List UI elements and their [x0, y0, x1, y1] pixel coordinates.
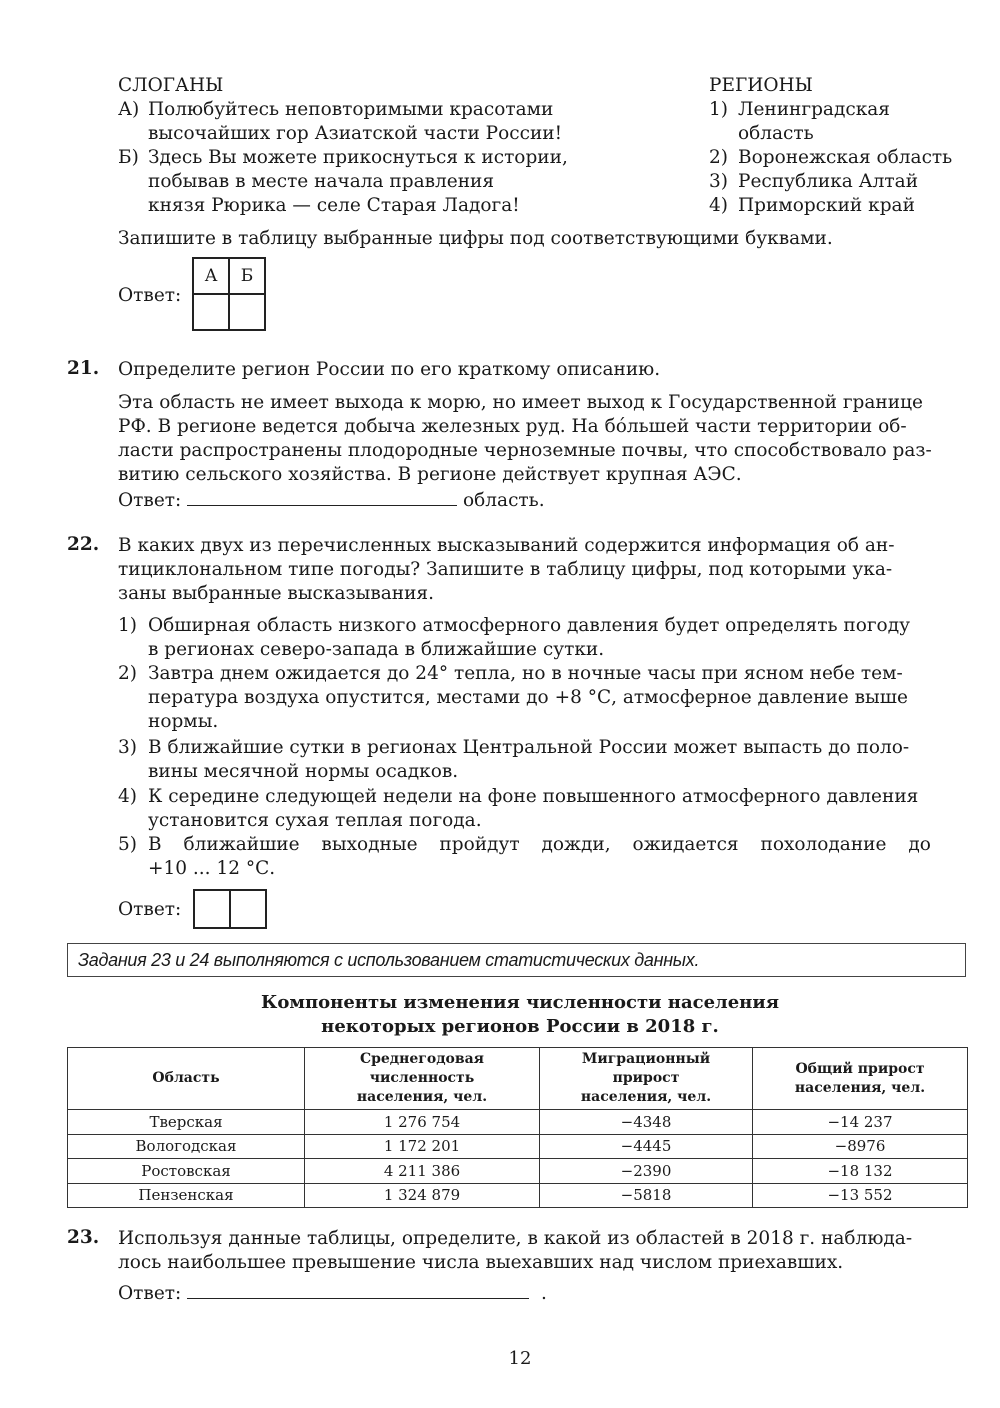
slogan-a-line-2: высочайших гор Азиатской части России!: [148, 123, 563, 144]
cell-migration: −4348: [540, 1110, 753, 1135]
regions-header: РЕГИОНЫ: [709, 75, 813, 96]
option-1-num: 1): [118, 615, 137, 636]
col-header-total-line-2: населения, чел.: [794, 1079, 926, 1096]
col-header-population-line-1: Среднегодовая: [359, 1051, 485, 1067]
task22-answer-label: Ответ:: [118, 899, 182, 920]
option-2-line-3: нормы.: [148, 711, 219, 732]
task21-answer-label: Ответ:: [118, 490, 182, 511]
slogans-header: СЛОГАНЫ: [118, 75, 224, 96]
cell-total-growth: −18 132: [753, 1159, 968, 1184]
answer-cell-a[interactable]: [193, 294, 229, 330]
task23-answer-row: [118, 1280, 547, 1306]
task21-desc-line-2: РФ. В регионе ведется добыча железных руд. На бóльшей части территории об-: [118, 416, 907, 437]
task20-answer-grid: [192, 257, 266, 331]
cell-total-growth: −13 552: [753, 1183, 968, 1208]
region-3-label: Республика Алтай: [738, 171, 919, 192]
task22-question-line-1: В каких двух из перечисленных высказываний содержится информация об ан-: [118, 535, 895, 556]
task23-question-line-2: лось наибольшее превышение числа выехавших над числом приехавших.: [118, 1252, 844, 1273]
col-header-population-line-2: численность: [369, 1070, 475, 1086]
task23-number: 23.: [67, 1227, 100, 1248]
task23-answer-blank[interactable]: [187, 1280, 529, 1299]
task21-question: Определите регион России по его краткому описанию.: [118, 359, 661, 380]
col-header-population-line-3: населения, чел.: [356, 1089, 488, 1105]
table-row: [68, 1183, 968, 1208]
col-header-population: [305, 1048, 540, 1110]
answer-cell-b[interactable]: [229, 294, 265, 330]
cell-total-growth: −14 237: [753, 1110, 968, 1135]
col-header-region: [68, 1048, 305, 1110]
task23-answer-label: Ответ:: [118, 1283, 182, 1304]
region-2-num: 2): [709, 147, 728, 168]
slogan-b-line-3: князя Рюрика — селе Старая Ладога!: [148, 195, 520, 216]
option-4-line-2: установится сухая теплая погода.: [148, 810, 482, 831]
statistics-notice: Задания 23 и 24 выполняются с использованием статистических данных.: [67, 943, 966, 977]
region-1-line-1: Ленинградская: [738, 99, 890, 120]
col-header-region-text: Область: [152, 1070, 220, 1086]
slogan-b-line-2: побывав в месте начала правления: [148, 171, 495, 192]
col-header-migration-line-3: населения, чел.: [580, 1089, 712, 1105]
cell-migration: −4445: [540, 1134, 753, 1159]
task22-question-line-2: тициклональном типе погоды? Запишите в таблицу цифры, под которыми ука-: [118, 559, 893, 580]
col-header-migration: [540, 1048, 753, 1110]
option-2-num: 2): [118, 663, 137, 684]
cell-region: Ростовская: [68, 1159, 305, 1184]
option-3-line-1: В ближайшие сутки в регионах Центральной России может выпасть до поло-: [148, 737, 910, 758]
answer-col-a-header: А: [193, 258, 229, 294]
option-2-line-1: Завтра днем ожидается до 24° тепла, но в ночные часы при ясном небе тем-: [148, 663, 903, 684]
region-1-num: 1): [709, 99, 728, 120]
cell-population: 1 172 201: [305, 1134, 540, 1159]
task20-instruction: Запишите в таблицу выбранные цифры под соответствующими буквами.: [118, 228, 833, 249]
col-header-migration-line-2: прирост: [612, 1070, 680, 1086]
option-3-num: 3): [118, 737, 137, 758]
option-1-line-1: Обширная область низкого атмосферного давления будет определять погоду: [148, 615, 910, 636]
option-5-line-2: +10 ... 12 °С.: [148, 858, 276, 879]
task22-answer-cell-1[interactable]: [194, 890, 230, 928]
slogan-b-letter: Б): [118, 147, 139, 168]
page-number: 12: [508, 1348, 532, 1369]
cell-migration: −2390: [540, 1159, 753, 1184]
region-1-line-2: область: [738, 123, 814, 144]
task22-question-line-3: заны выбранные высказывания.: [118, 583, 434, 604]
cell-region: Тверская: [68, 1110, 305, 1135]
option-4-num: 4): [118, 786, 137, 807]
task20-answer-label: Ответ:: [118, 285, 182, 306]
col-header-migration-line-1: Миграционный: [581, 1051, 711, 1067]
cell-total-growth: −8976: [753, 1134, 968, 1159]
table-title-line-1: Компоненты изменения численности населения: [260, 992, 780, 1013]
option-5-num: 5): [118, 834, 137, 855]
region-3-num: 3): [709, 171, 728, 192]
table-row: [68, 1134, 968, 1159]
task22-answer-cell-2[interactable]: [230, 890, 266, 928]
task21-answer-row: [118, 487, 545, 513]
task22-number: 22.: [67, 534, 100, 555]
region-4-num: 4): [709, 195, 728, 216]
task23-answer-suffix: .: [541, 1283, 547, 1304]
col-header-total-line-1: Общий прирост: [795, 1060, 925, 1077]
region-4-label: Приморский край: [738, 195, 915, 216]
cell-region: Пензенская: [68, 1183, 305, 1208]
option-2-line-2: пература воздуха опустится, местами до +8 °С, атмосферное давление выше: [148, 687, 908, 708]
task23-question-line-1: Используя данные таблицы, определите, в какой из областей в 2018 г. наблюда-: [118, 1228, 913, 1249]
task22-answer-grid: [193, 889, 267, 929]
table-row: [68, 1159, 968, 1184]
population-table: [67, 1047, 968, 1208]
option-4-line-1: К середине следующей недели на фоне повышенного атмосферного давления: [148, 786, 919, 807]
table-header-row: [68, 1048, 968, 1110]
option-3-line-2: вины месячной нормы осадков.: [148, 761, 459, 782]
cell-migration: −5818: [540, 1183, 753, 1208]
cell-population: 1 276 754: [305, 1110, 540, 1135]
table-row: [68, 1110, 968, 1135]
slogan-a-letter: А): [118, 99, 140, 120]
table-title-line-2: некоторых регионов России в 2018 г.: [321, 1016, 719, 1037]
cell-population: 4 211 386: [305, 1159, 540, 1184]
cell-population: 1 324 879: [305, 1183, 540, 1208]
cell-region: Вологодская: [68, 1134, 305, 1159]
task21-desc-text-1: Эта область не имеет выхода к морю, но имеет выход к Государственной границе: [118, 392, 923, 413]
col-header-total-growth: [753, 1048, 968, 1110]
slogan-a-line-1: Полюбуйтесь неповторимыми красотами: [148, 99, 554, 120]
slogan-b-line-1: Здесь Вы можете прикоснуться к истории,: [148, 147, 568, 168]
task21-desc-line-4: витию сельского хозяйства. В регионе действует крупная АЭС.: [118, 464, 742, 485]
option-5-line-1: В ближайшие выходные пройдут дожди, ожидается похолодание до: [148, 834, 931, 855]
option-1-line-2: в регионах северо-запада в ближайшие сутки.: [148, 639, 605, 660]
task21-number: 21.: [67, 358, 100, 379]
task21-desc-line-3: ласти распространены плодородные черноземные почвы, что способствовало раз-: [118, 440, 932, 461]
task21-answer-blank[interactable]: [187, 487, 457, 506]
region-2-label: Воронежская область: [738, 147, 953, 168]
task21-desc-line-1: [118, 391, 968, 415]
task21-answer-suffix: область.: [463, 490, 545, 511]
answer-col-b-header: Б: [229, 258, 265, 294]
